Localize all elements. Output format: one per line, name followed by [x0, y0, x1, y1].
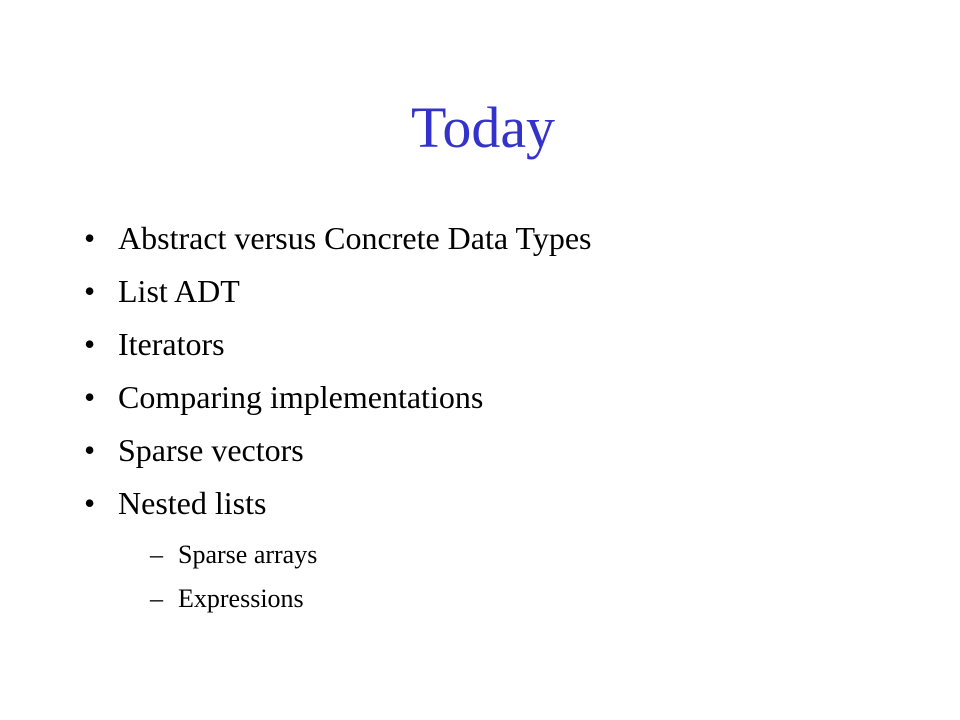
bullet-icon: • — [84, 432, 96, 468]
dash-icon: – — [150, 584, 163, 613]
bullet-icon: • — [84, 273, 96, 309]
slide-title: Today — [410, 95, 556, 160]
bullet-text: Abstract versus Concrete Data Types — [118, 220, 592, 256]
bullet-icon: • — [84, 220, 96, 256]
bullet-icon: • — [84, 379, 96, 415]
sub-bullet-text: Sparse arrays — [178, 540, 318, 569]
bullet-icon: • — [84, 326, 96, 362]
dash-icon: – — [150, 540, 163, 569]
bullet-text: Sparse vectors — [118, 432, 304, 468]
sub-bullet-text: Expressions — [178, 584, 304, 613]
bullet-text: Comparing implementations — [118, 379, 484, 415]
bullet-text: Nested lists — [118, 485, 267, 521]
bullet-icon: • — [84, 485, 96, 521]
bullet-text: Iterators — [118, 326, 225, 362]
bullet-text: List ADT — [118, 273, 240, 309]
